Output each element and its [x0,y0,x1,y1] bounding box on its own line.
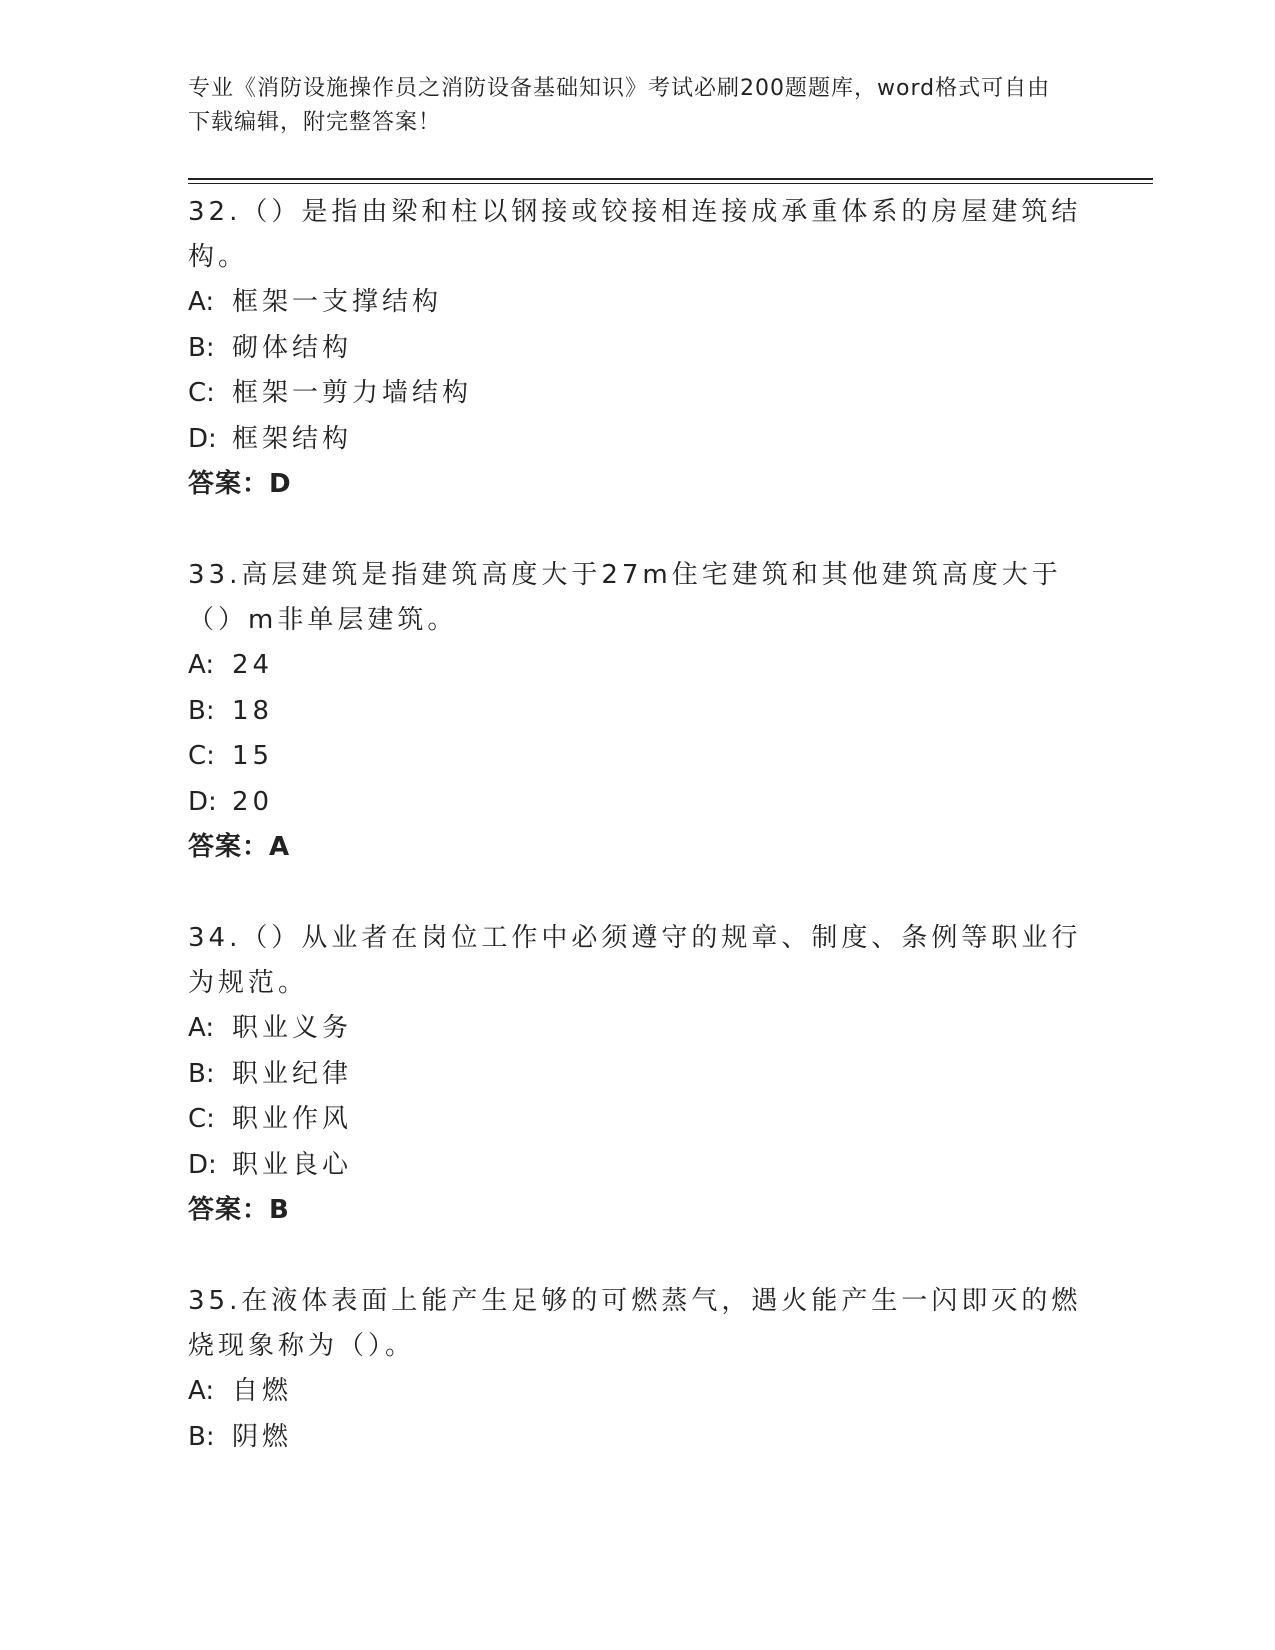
option-text: 职业义务 [232,1013,353,1043]
option-b [188,326,1088,372]
option-c [188,371,1088,417]
option-text: 职业作风 [232,1104,353,1134]
option-letter: A: [188,287,215,317]
option-letter: B: [188,1058,215,1089]
option-text: 框架一支撑结构 [232,287,443,317]
option-letter: D: [188,423,217,454]
question-stem: 32.（）是指由梁和柱以钢接或铰接相连接成承重体系的房屋建筑结构。 [188,197,1082,272]
option-a [188,1369,1088,1415]
option-c [188,1097,1088,1143]
option-b [188,689,1088,735]
answer-line: 答案：A [188,832,291,862]
option-c [188,734,1088,780]
question-stem: 34.（）从业者在岗位工作中必须遵守的规章、制度、条例等职业行为规范。 [188,923,1082,998]
option-text: 20 [232,786,274,817]
document-header: 专业《消防设施操作员之消防设备基础知识》考试必刷200题题库，word格式可自由下载编辑，附完整答案！ [188,76,1051,135]
option-text: 自燃 [232,1376,293,1406]
option-b [188,1052,1088,1098]
option-text: 15 [232,741,274,771]
option-a [188,643,1088,689]
option-text: 24 [232,650,274,680]
answer-line: 答案：D [188,469,292,499]
option-text: 职业纪律 [232,1058,353,1089]
question-32 [188,190,1088,507]
option-letter: B: [188,1421,215,1452]
header-divider-thin [188,183,1153,184]
question-stem: 33.高层建筑是指建筑高度大于27m住宅建筑和其他建筑高度大于（）m非单层建筑。 [188,560,1062,635]
option-letter: D: [188,1149,217,1180]
option-text: 职业良心 [232,1149,353,1180]
option-letter: B: [188,695,215,726]
option-b [188,1415,1088,1461]
option-text: 阴燃 [232,1421,293,1452]
option-text: 砌体结构 [232,332,353,363]
option-letter: C: [188,741,215,771]
option-letter: A: [188,1376,215,1406]
option-d [188,417,1088,463]
option-text: 18 [232,695,274,726]
question-list [188,190,1088,1506]
header-divider-thick [188,178,1153,180]
question-34 [188,916,1088,1233]
option-letter: B: [188,332,215,363]
answer-line: 答案：B [188,1195,290,1225]
option-a [188,1006,1088,1052]
option-letter: A: [188,1013,215,1043]
option-letter: C: [188,378,215,408]
option-a [188,280,1088,326]
question-35 [188,1279,1088,1460]
option-letter: D: [188,786,217,817]
option-letter: C: [188,1104,215,1134]
option-d [188,1143,1088,1189]
option-text: 框架一剪力墙结构 [232,378,473,408]
question-stem: 35.在液体表面上能产生足够的可燃蒸气，遇火能产生一闪即灭的燃烧现象称为（）。 [188,1286,1082,1361]
option-letter: A: [188,650,215,680]
question-33 [188,553,1088,870]
option-d [188,780,1088,826]
option-text: 框架结构 [232,423,353,454]
